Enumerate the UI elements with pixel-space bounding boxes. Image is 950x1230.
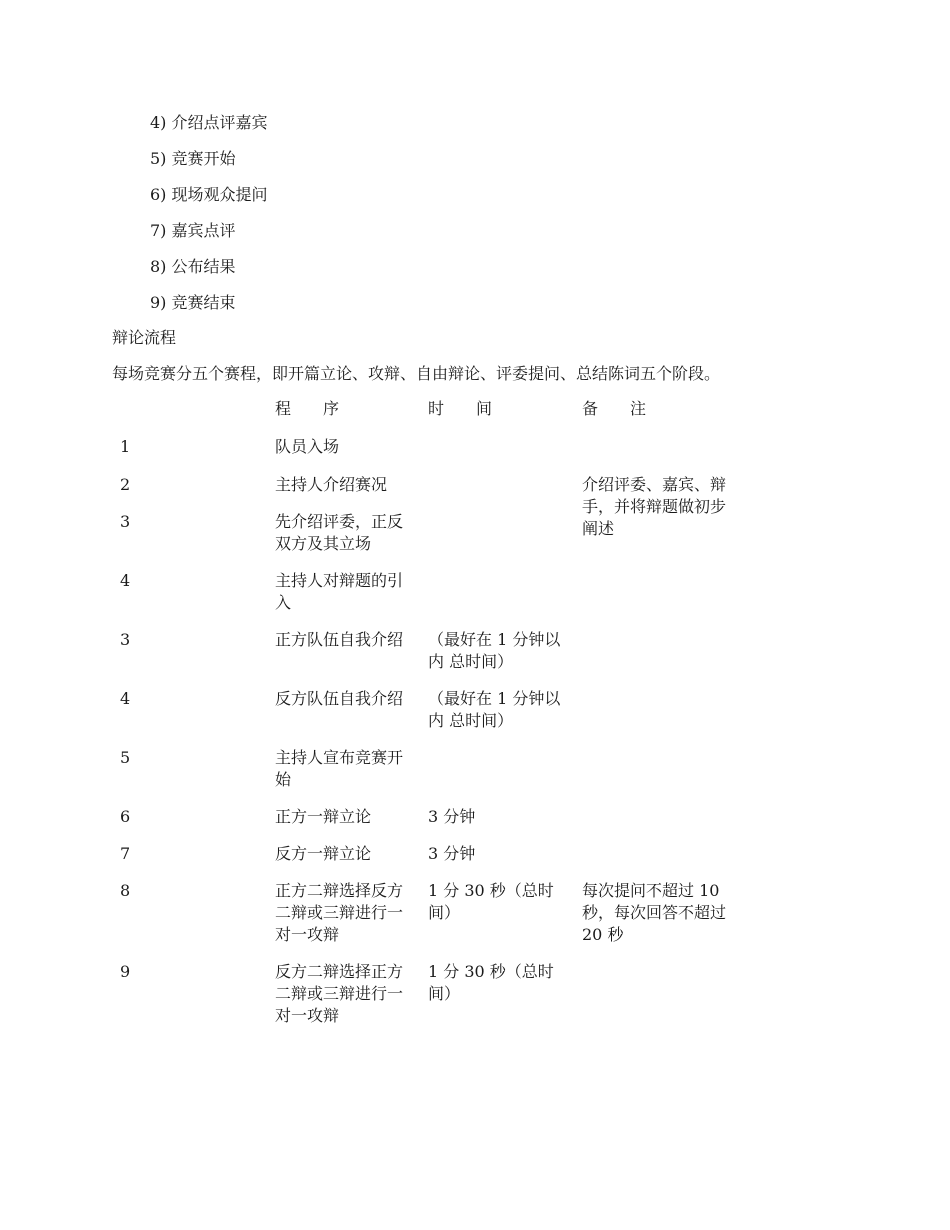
section-title: 辩论流程	[112, 328, 177, 347]
row-time: （最好在 1 分钟以内 总时间）	[428, 689, 561, 730]
list-item: 8) 公布结果	[150, 257, 236, 276]
row-time: 3 分钟	[428, 807, 476, 826]
row-procedure: 先介绍评委，正反双方及其立场	[275, 512, 404, 553]
row-number: 9	[120, 962, 131, 981]
row-number: 4	[120, 689, 131, 708]
intro-paragraph: 每场竞赛分五个赛程，即开篇立论、攻辩、自由辩论、评委提问、总结陈词五个阶段。	[112, 364, 721, 383]
row-number: 8	[120, 881, 131, 900]
step-list	[150, 112, 268, 328]
row-number: 2	[120, 475, 131, 494]
row-procedure: 主持人宣布竞赛开始	[275, 748, 404, 789]
row-number: 4	[120, 571, 131, 590]
row-procedure: 反方二辩选择正方二辩或三辩进行一对一攻辩	[275, 962, 404, 1025]
row-number: 6	[120, 807, 131, 826]
list-item: 9) 竞赛结束	[150, 293, 236, 312]
row-procedure: 正方二辩选择反方二辩或三辩进行一对一攻辩	[275, 881, 404, 944]
header-note: 备 注	[582, 399, 647, 418]
list-item: 7) 嘉宾点评	[150, 221, 236, 240]
row-number: 5	[120, 748, 131, 767]
row-time: 3 分钟	[428, 844, 476, 863]
row-number: 3	[120, 630, 131, 649]
row-note: 每次提问不超过 10 秒，每次回答不超过 20 秒	[582, 881, 727, 944]
row-procedure: 正方队伍自我介绍	[275, 630, 404, 649]
row-number: 1	[120, 437, 131, 456]
row-procedure: 主持人对辩题的引入	[275, 571, 404, 612]
list-item: 4) 介绍点评嘉宾	[150, 113, 268, 132]
row-number: 3	[120, 512, 131, 531]
row-time: 1 分 30 秒（总时间）	[428, 881, 554, 922]
row-procedure: 反方队伍自我介绍	[275, 689, 404, 708]
row-note: 介绍评委、嘉宾、辩手，并将辩题做初步阐述	[582, 475, 727, 538]
row-procedure: 主持人介绍赛况	[275, 475, 388, 494]
row-time: （最好在 1 分钟以内 总时间）	[428, 630, 561, 671]
list-item: 6) 现场观众提问	[150, 185, 268, 204]
row-procedure: 正方一辩立论	[275, 807, 372, 826]
row-number: 7	[120, 844, 131, 863]
list-item: 5) 竞赛开始	[150, 149, 236, 168]
row-procedure: 队员入场	[275, 437, 340, 456]
row-time: 1 分 30 秒（总时间）	[428, 962, 554, 1003]
row-procedure: 反方一辩立论	[275, 844, 372, 863]
header-procedure: 程 序	[275, 399, 340, 418]
header-time: 时 间	[428, 399, 493, 418]
